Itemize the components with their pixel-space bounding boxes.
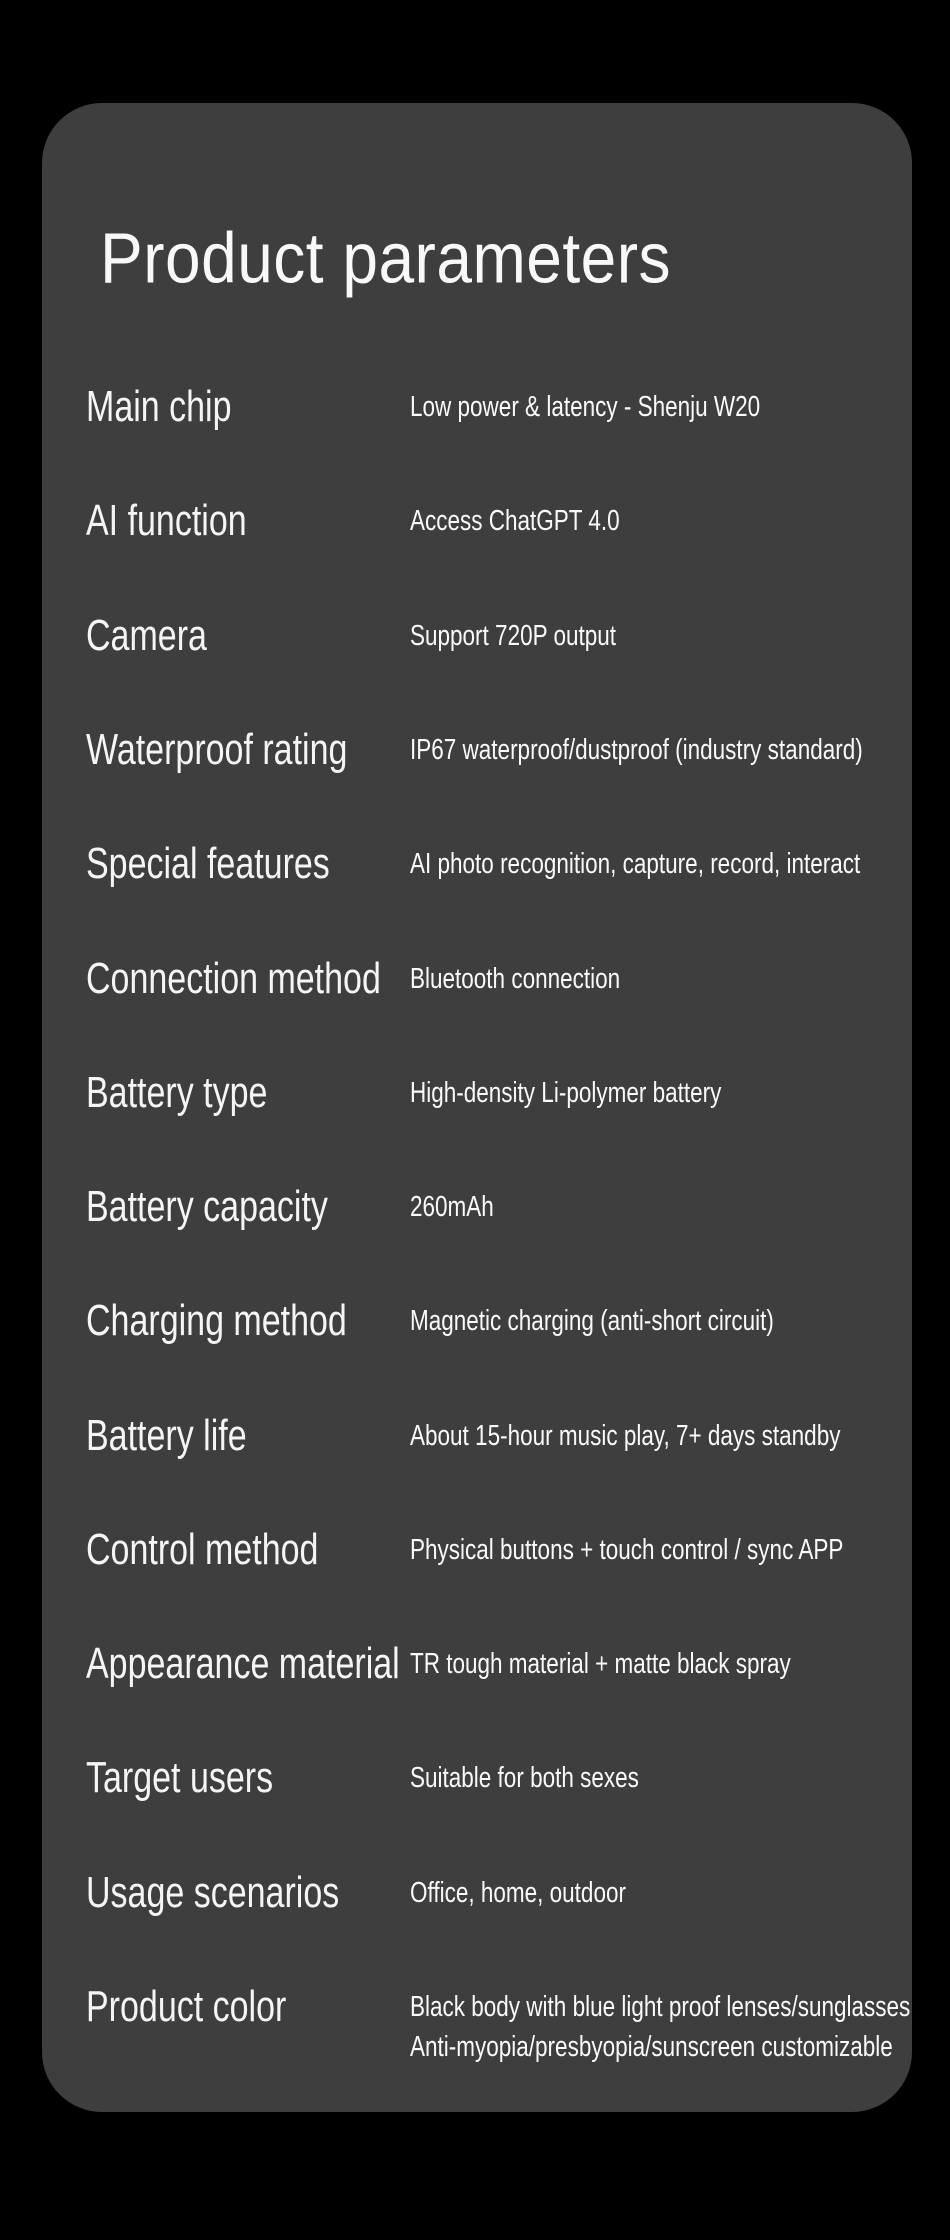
spec-value: AI photo recognition, capture, record, interact — [410, 847, 861, 880]
spec-value: Office, home, outdoor — [410, 1876, 626, 1909]
spec-label: Battery type — [86, 1068, 268, 1118]
spec-row-ai-function — [86, 491, 912, 551]
spec-label: Battery capacity — [86, 1182, 328, 1232]
spec-row-battery-type — [86, 1063, 912, 1123]
spec-label: Waterproof rating — [86, 725, 348, 775]
spec-label: Battery life — [86, 1411, 247, 1461]
spec-label: Usage scenarios — [86, 1868, 340, 1918]
spec-label: AI function — [86, 496, 247, 546]
spec-value: Physical buttons + touch control / sync APP — [410, 1533, 844, 1566]
spec-value: Suitable for both sexes — [410, 1761, 639, 1794]
spec-label: Camera — [86, 611, 207, 661]
spec-label: Product color — [86, 1982, 287, 2032]
spec-value: Support 720P output — [410, 619, 617, 652]
spec-row-control-method — [86, 1520, 912, 1580]
page-title: Product parameters — [100, 217, 672, 299]
spec-row-product-color — [86, 1977, 912, 2063]
spec-row-main-chip — [86, 377, 912, 437]
spec-value: TR tough material + matte black spray — [410, 1647, 791, 1680]
spec-value — [410, 1977, 912, 2067]
spec-label: Control method — [86, 1525, 319, 1575]
spec-row-camera — [86, 606, 912, 666]
spec-label: Charging method — [86, 1296, 347, 1346]
spec-value: Bluetooth connection — [410, 962, 621, 995]
spec-row-special-features — [86, 834, 912, 894]
spec-label: Main chip — [86, 382, 232, 432]
spec-label: Target users — [86, 1753, 274, 1803]
spec-row-battery-capacity — [86, 1177, 912, 1237]
spec-value: Low power & latency - Shenju W20 — [410, 390, 761, 423]
spec-label: Special features — [86, 839, 330, 889]
spec-value: About 15-hour music play, 7+ days standby — [410, 1419, 841, 1452]
product-card — [42, 103, 912, 2112]
spec-value-line1: Black body with blue light proof lenses/sunglasses — [410, 1990, 911, 2023]
spec-value: Magnetic charging (anti-short circuit) — [410, 1304, 774, 1337]
spec-label: Appearance material — [86, 1639, 400, 1689]
spec-row-charging-method — [86, 1291, 912, 1351]
spec-row-battery-life — [86, 1406, 912, 1466]
spec-value-line2: Anti-myopia/presbyopia/sunscreen customizable — [410, 2030, 893, 2063]
spec-value: High-density Li-polymer battery — [410, 1076, 722, 1109]
spec-value: Access ChatGPT 4.0 — [410, 504, 620, 537]
spec-row-waterproof-rating — [86, 720, 912, 780]
spec-row-appearance-material — [86, 1634, 912, 1694]
spec-value: 260mAh — [410, 1190, 494, 1223]
spec-label: Connection method — [86, 954, 381, 1004]
spec-row-target-users — [86, 1748, 912, 1808]
spec-value: IP67 waterproof/dustproof (industry standard) — [410, 733, 863, 766]
spec-row-usage-scenarios — [86, 1863, 912, 1923]
spec-row-connection-method — [86, 949, 912, 1009]
